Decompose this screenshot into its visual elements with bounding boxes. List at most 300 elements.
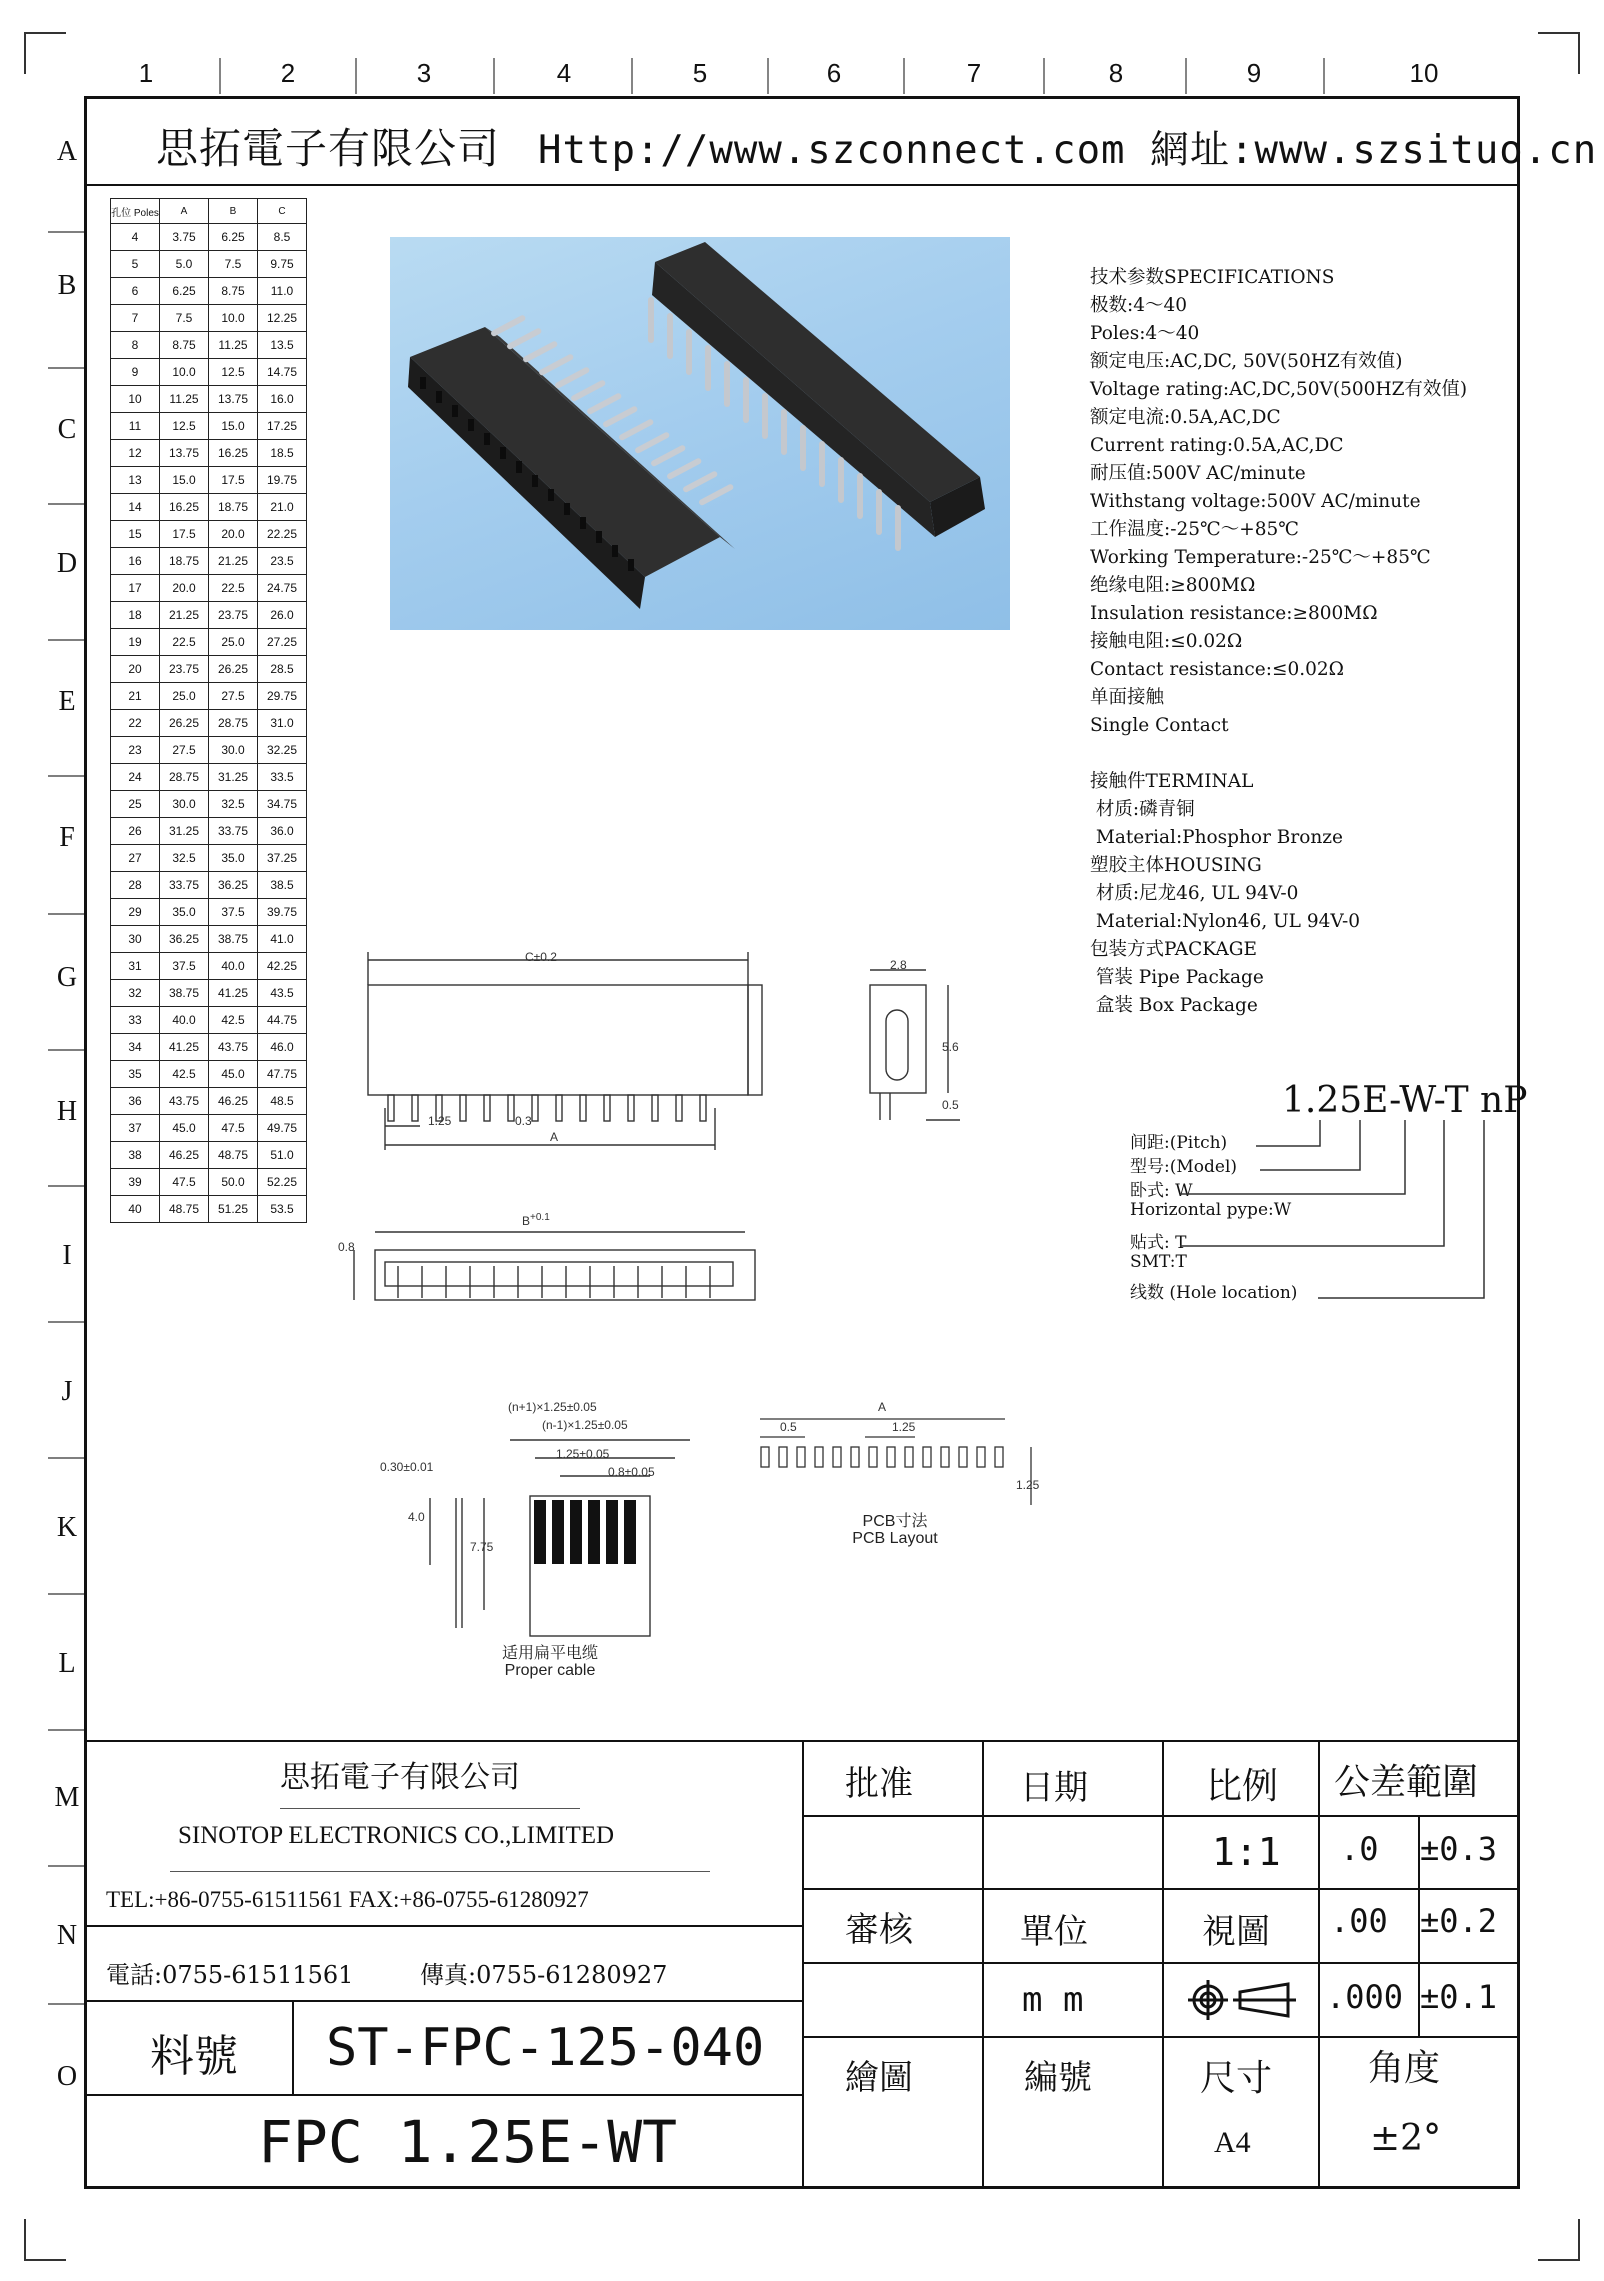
table-row: [111, 872, 307, 899]
table-cell: 42.5: [209, 1007, 258, 1034]
table-cell: 5: [111, 251, 160, 278]
table-cell: 16.25: [209, 440, 258, 467]
legend-item: 间距:(Pitch): [1130, 1133, 1228, 1153]
tb-company-en: SINOTOP ELECTRONICS CO.,LIMITED: [178, 1822, 615, 1849]
row-letter: G: [56, 962, 78, 993]
header-company: 思拓電子有限公司: [156, 124, 501, 173]
table-cell: 31.25: [160, 818, 209, 845]
table-cell: 28: [111, 872, 160, 899]
row-letter: F: [59, 822, 75, 853]
table-row: [111, 1196, 307, 1223]
tb-scale: 1:1: [1212, 1830, 1281, 1874]
table-cell: 31.25: [209, 764, 258, 791]
column-number: 1: [138, 58, 154, 88]
table-cell: 43.5: [258, 980, 307, 1007]
tb-product: FPC 1.25E-WT: [258, 2108, 678, 2176]
table-row: [111, 980, 307, 1007]
tb-date: 日期: [1020, 1768, 1088, 1808]
dim-cable-b: (n-1)×1.25±0.05: [542, 1418, 628, 1432]
table-row: [111, 818, 307, 845]
table-cell: 34: [111, 1034, 160, 1061]
column-number: 10: [1409, 58, 1439, 88]
row-letter: B: [57, 270, 77, 301]
tb-draw: 繪圖: [845, 2058, 913, 2098]
table-cell: 18.75: [160, 548, 209, 575]
table-cell: 17.5: [160, 521, 209, 548]
table-row: [111, 926, 307, 953]
table-cell: 19.75: [258, 467, 307, 494]
table-cell: 13.5: [258, 332, 307, 359]
dim-c: C±0.2: [525, 950, 557, 964]
top-view-drawing: [340, 1210, 770, 1310]
table-cell: 24.75: [258, 575, 307, 602]
table-cell: 15.0: [209, 413, 258, 440]
table-cell: 22.25: [258, 521, 307, 548]
table-cell: 21: [111, 683, 160, 710]
tb-angle-label: 角度: [1368, 2048, 1441, 2089]
tb-tol-2-digits: .000: [1326, 1978, 1404, 2016]
table-cell: 13.75: [209, 386, 258, 413]
table-cell: 23.75: [209, 602, 258, 629]
table-row: [111, 1142, 307, 1169]
table-cell: 25.0: [209, 629, 258, 656]
table-cell: 10.0: [160, 359, 209, 386]
table-cell: 30.0: [209, 737, 258, 764]
table-row: [111, 548, 307, 575]
table-cell: 28.75: [160, 764, 209, 791]
table-cell: 36.25: [209, 872, 258, 899]
table-cell: 7.5: [209, 251, 258, 278]
spec-line: 技术参数SPECIFICATIONS: [1090, 267, 1335, 288]
table-cell: 13: [111, 467, 160, 494]
table-cell: 9.75: [258, 251, 307, 278]
tb-size: A4: [1214, 2126, 1251, 2159]
spec-line: Single Contact: [1090, 715, 1229, 736]
dim-side-width: 2.8: [890, 958, 907, 972]
tb-company-cn: 思拓電子有限公司: [280, 1760, 520, 1795]
table-cell: 12.5: [160, 413, 209, 440]
table-cell: 20: [111, 656, 160, 683]
table-cell: 47.5: [209, 1115, 258, 1142]
table-cell: 51.0: [258, 1142, 307, 1169]
table-cell: 23: [111, 737, 160, 764]
table-row: [111, 683, 307, 710]
spec-line: 管装 Pipe Package: [1090, 967, 1264, 988]
table-cell: 8.75: [209, 278, 258, 305]
table-cell: 7.5: [160, 305, 209, 332]
table-cell: 16.25: [160, 494, 209, 521]
table-cell: 41.25: [160, 1034, 209, 1061]
tb-tol-0-digits: .0: [1340, 1830, 1379, 1868]
table-cell: 47.5: [160, 1169, 209, 1196]
table-row: [111, 467, 307, 494]
table-cell: 3.75: [160, 224, 209, 251]
dim-b-tolerance: +0.1: [530, 1212, 550, 1223]
table-row: [111, 1115, 307, 1142]
row-letter: K: [56, 1512, 78, 1543]
row-letter: I: [62, 1240, 72, 1271]
table-cell: 35.0: [209, 845, 258, 872]
tb-tol-0-value: ±0.3: [1420, 1830, 1498, 1868]
table-row: [111, 494, 307, 521]
table-cell: 38.75: [209, 926, 258, 953]
dim-side-height: 5.6: [942, 1040, 959, 1054]
table-cell: 33.5: [258, 764, 307, 791]
table-cell: 11.0: [258, 278, 307, 305]
table-cell: 19: [111, 629, 160, 656]
tb-part-no-label: 料號: [150, 2031, 238, 2082]
spec-line: 材质:磷青铜: [1090, 799, 1195, 820]
spec-line: 盒装 Box Package: [1090, 995, 1258, 1016]
table-row: [111, 332, 307, 359]
spec-line: Insulation resistance:≥800MΩ: [1090, 603, 1378, 624]
table-cell: 38.5: [258, 872, 307, 899]
table-cell: 36.25: [160, 926, 209, 953]
table-cell: 25.0: [160, 683, 209, 710]
table-cell: 41.0: [258, 926, 307, 953]
table-cell: 41.25: [209, 980, 258, 1007]
row-letter: N: [56, 1920, 78, 1951]
header-url: Http://www.szconnect.com 網址:www.szsituo.cn: [538, 128, 1598, 173]
table-cell: 26.25: [160, 710, 209, 737]
table-cell: 20.0: [209, 521, 258, 548]
cable-drawing: [410, 1410, 700, 1640]
table-cell: 46.25: [160, 1142, 209, 1169]
table-cell: 12: [111, 440, 160, 467]
table-cell: 33: [111, 1007, 160, 1034]
table-cell: 38: [111, 1142, 160, 1169]
table-cell: 37: [111, 1115, 160, 1142]
table-cell: 48.75: [160, 1196, 209, 1223]
part-code: 1.25E-W-T nP: [1282, 1080, 1528, 1121]
table-row: [111, 629, 307, 656]
table-cell: 33.75: [160, 872, 209, 899]
legend-item: 贴式: T: [1130, 1233, 1187, 1253]
table-cell: 39: [111, 1169, 160, 1196]
table-row: [111, 224, 307, 251]
spec-line: Working Temperature:-25℃～+85℃: [1090, 547, 1431, 568]
row-letter: J: [61, 1376, 73, 1407]
table-cell: 31.0: [258, 710, 307, 737]
column-number: 9: [1246, 58, 1262, 88]
table-cell: 40.0: [209, 953, 258, 980]
table-cell: 51.25: [209, 1196, 258, 1223]
table-cell: 31: [111, 953, 160, 980]
table-cell: 32.25: [258, 737, 307, 764]
table-cell: 10: [111, 386, 160, 413]
table-cell: 15.0: [160, 467, 209, 494]
table-cell: 43.75: [160, 1088, 209, 1115]
row-letter: A: [56, 136, 78, 167]
table-cell: 46.0: [258, 1034, 307, 1061]
table-cell: 29.75: [258, 683, 307, 710]
table-cell: 43.75: [209, 1034, 258, 1061]
table-cell: 17.25: [258, 413, 307, 440]
table-cell: 5.0: [160, 251, 209, 278]
tb-review: 審核: [845, 1910, 913, 1950]
table-cell: 14: [111, 494, 160, 521]
table-cell: 44.75: [258, 1007, 307, 1034]
spec-line: Contact resistance:≤0.02Ω: [1090, 659, 1344, 680]
table-row: [111, 521, 307, 548]
table-cell: 8: [111, 332, 160, 359]
tb-scale-label: 比例: [1206, 1766, 1279, 1807]
table-cell: 42.5: [160, 1061, 209, 1088]
row-letter: M: [54, 1782, 80, 1813]
row-letter: O: [56, 2061, 78, 2092]
table-cell: 26: [111, 818, 160, 845]
dim-table-header: 孔位 Poles: [111, 199, 160, 224]
tb-part-no: ST-FPC-125-040: [326, 2018, 765, 2078]
pcb-dim-125: 1.25: [892, 1420, 916, 1434]
dim-b-letter: B: [522, 1214, 531, 1228]
spec-line: 工作温度:-25℃～+85℃: [1090, 519, 1299, 540]
table-cell: 18.75: [209, 494, 258, 521]
cable-caption-en: Proper cable: [504, 1662, 596, 1679]
table-row: [111, 1169, 307, 1196]
table-row: [111, 1088, 307, 1115]
table-cell: 33.75: [209, 818, 258, 845]
table-cell: 6.25: [209, 224, 258, 251]
front-view-drawing: [330, 940, 780, 1180]
table-cell: 12.5: [209, 359, 258, 386]
table-cell: 53.5: [258, 1196, 307, 1223]
legend-item: 卧式: W: [1130, 1181, 1193, 1201]
table-cell: 32: [111, 980, 160, 1007]
row-letter: C: [57, 414, 77, 445]
spec-line: Material:Phosphor Bronze: [1090, 827, 1343, 848]
pcb-caption-en: PCB Layout: [852, 1530, 938, 1547]
table-cell: 48.75: [209, 1142, 258, 1169]
side-view-drawing: [860, 955, 980, 1135]
spec-line: 接触电阻:≤0.02Ω: [1090, 631, 1243, 652]
table-cell: 4: [111, 224, 160, 251]
dim-cable-c: 1.25±0.05: [556, 1447, 610, 1461]
table-cell: 30: [111, 926, 160, 953]
column-number: 5: [692, 58, 708, 88]
dimension-table: [110, 198, 307, 1223]
table-cell: 45.0: [209, 1061, 258, 1088]
dim-b: [522, 1212, 550, 1228]
table-cell: 32.5: [160, 845, 209, 872]
tb-tolerance-label: 公差範圍: [1334, 1762, 1479, 1803]
row-letter: D: [56, 548, 78, 579]
table-cell: 22.5: [160, 629, 209, 656]
tb-unit: m m: [1022, 1980, 1084, 2020]
product-photo: [390, 237, 1010, 630]
table-cell: 46.25: [209, 1088, 258, 1115]
cable-caption-cn: 适用扁平电缆: [501, 1645, 598, 1662]
table-cell: 6: [111, 278, 160, 305]
row-letter: E: [58, 686, 76, 717]
tb-tol-1-value: ±0.2: [1420, 1902, 1498, 1940]
table-cell: 25: [111, 791, 160, 818]
table-cell: 52.25: [258, 1169, 307, 1196]
table-cell: 8.5: [258, 224, 307, 251]
table-cell: 21.25: [209, 548, 258, 575]
pcb-dim-05: 0.5: [780, 1420, 797, 1434]
dim-cable-a: (n+1)×1.25±0.05: [508, 1400, 597, 1414]
table-cell: 37.5: [209, 899, 258, 926]
table-cell: 37.5: [160, 953, 209, 980]
table-cell: 26.25: [209, 656, 258, 683]
table-cell: 18: [111, 602, 160, 629]
pcb-dim-height: 1.25: [1016, 1478, 1040, 1492]
column-number: 4: [556, 58, 572, 88]
dim-cable-d: 0.8±0.05: [608, 1465, 655, 1479]
table-row: [111, 413, 307, 440]
table-cell: 30.0: [160, 791, 209, 818]
table-cell: 24: [111, 764, 160, 791]
table-cell: 28.5: [258, 656, 307, 683]
table-cell: 21.25: [160, 602, 209, 629]
column-number: 7: [966, 58, 982, 88]
table-cell: 36.0: [258, 818, 307, 845]
dim-cable-thickness: 0.30±0.01: [380, 1460, 434, 1474]
connector-rear-image: [648, 242, 985, 551]
spec-line: 耐压值:500V AC/minute: [1090, 463, 1306, 484]
legend-item: SMT:T: [1130, 1252, 1187, 1272]
column-number: 8: [1108, 58, 1124, 88]
table-cell: 7: [111, 305, 160, 332]
spec-line: Voltage rating:AC,DC,50V(500HZ有效值): [1090, 379, 1468, 400]
column-number: 2: [280, 58, 296, 88]
spec-line: 单面接触: [1090, 687, 1165, 708]
connector-front-image: [408, 314, 735, 609]
table-cell: 34.75: [258, 791, 307, 818]
table-cell: 35: [111, 1061, 160, 1088]
table-row: [111, 305, 307, 332]
table-cell: 11.25: [160, 386, 209, 413]
spec-line: Material:Nylon46, UL 94V-0: [1090, 911, 1361, 932]
dim-cable-h1: 4.0: [408, 1510, 425, 1524]
dim-pitch: 1.25: [428, 1114, 452, 1128]
tb-unit-label: 單位: [1020, 1912, 1088, 1952]
tb-number: 編號: [1024, 2058, 1092, 2098]
table-cell: 28.75: [209, 710, 258, 737]
table-cell: 10.0: [209, 305, 258, 332]
table-cell: 38.75: [160, 980, 209, 1007]
dim-side-foot: 0.5: [942, 1098, 959, 1112]
table-row: [111, 359, 307, 386]
table-cell: 17.5: [209, 467, 258, 494]
table-cell: 22.5: [209, 575, 258, 602]
dim-top-height: 0.8: [338, 1240, 355, 1254]
table-cell: 22: [111, 710, 160, 737]
table-cell: 14.75: [258, 359, 307, 386]
spec-line: 接触件TERMINAL: [1090, 771, 1254, 792]
legend-item: Horizontal pype:W: [1130, 1200, 1292, 1220]
column-number: 3: [416, 58, 432, 88]
tb-tol-2-value: ±0.1: [1420, 1978, 1498, 2016]
table-cell: 15: [111, 521, 160, 548]
spec-line: 额定电流:0.5A,AC,DC: [1090, 407, 1281, 428]
table-row: [111, 791, 307, 818]
table-cell: 12.25: [258, 305, 307, 332]
projection-symbol-icon: [1188, 1978, 1298, 2022]
row-letter: H: [56, 1096, 78, 1127]
table-cell: 37.25: [258, 845, 307, 872]
table-row: [111, 1061, 307, 1088]
table-cell: 20.0: [160, 575, 209, 602]
table-cell: 39.75: [258, 899, 307, 926]
table-cell: 23.75: [160, 656, 209, 683]
tb-size-label: 尺寸: [1200, 2058, 1273, 2099]
spec-line: 绝缘电阻:≥800MΩ: [1090, 575, 1256, 596]
table-cell: 32.5: [209, 791, 258, 818]
dim-table-header: B: [209, 199, 258, 224]
tb-view-label: 視圖: [1202, 1912, 1270, 1952]
table-row: [111, 602, 307, 629]
table-cell: 40: [111, 1196, 160, 1223]
table-row: [111, 656, 307, 683]
table-cell: 47.75: [258, 1061, 307, 1088]
dim-a: A: [550, 1130, 559, 1144]
table-row: [111, 575, 307, 602]
table-row: [111, 1034, 307, 1061]
spec-line: Withstang voltage:500V AC/minute: [1090, 491, 1421, 512]
table-cell: 11.25: [209, 332, 258, 359]
table-cell: 50.0: [209, 1169, 258, 1196]
part-code-leaders: [1120, 1118, 1500, 1318]
table-cell: 27.5: [209, 683, 258, 710]
table-cell: 27: [111, 845, 160, 872]
tb-approve: 批准: [845, 1764, 913, 1804]
dim-table-header: C: [258, 199, 307, 224]
table-cell: 40.0: [160, 1007, 209, 1034]
spec-line: 材质:尼龙46, UL 94V-0: [1090, 883, 1299, 904]
legend-item: 线数 (Hole location): [1130, 1283, 1298, 1303]
table-cell: 35.0: [160, 899, 209, 926]
table-cell: 27.5: [160, 737, 209, 764]
table-cell: 26.0: [258, 602, 307, 629]
table-row: [111, 251, 307, 278]
pcb-dim-a: A: [878, 1400, 887, 1414]
table-cell: 42.25: [258, 953, 307, 980]
row-letter: L: [58, 1648, 76, 1679]
table-cell: 45.0: [160, 1115, 209, 1142]
table-cell: 16: [111, 548, 160, 575]
table-cell: 8.75: [160, 332, 209, 359]
tb-tol-1-digits: .00: [1330, 1902, 1388, 1940]
table-cell: 48.5: [258, 1088, 307, 1115]
page-title: [156, 116, 1597, 176]
table-cell: 36: [111, 1088, 160, 1115]
table-row: [111, 899, 307, 926]
table-cell: 17: [111, 575, 160, 602]
table-cell: 6.25: [160, 278, 209, 305]
dim-table-header: A: [160, 199, 209, 224]
table-row: [111, 440, 307, 467]
header-divider: [87, 184, 1517, 186]
spec-line: 包装方式PACKAGE: [1090, 939, 1257, 960]
spec-line: 塑胶主体HOUSING: [1090, 855, 1262, 876]
table-row: [111, 737, 307, 764]
spec-line: Current rating:0.5A,AC,DC: [1090, 435, 1344, 456]
legend-item: 型号:(Model): [1130, 1157, 1238, 1177]
table-cell: 27.25: [258, 629, 307, 656]
tb-angle: ±2°: [1370, 2118, 1442, 2159]
table-row: [111, 953, 307, 980]
specifications: [1090, 264, 1467, 1020]
table-cell: 9: [111, 359, 160, 386]
table-cell: 21.0: [258, 494, 307, 521]
table-cell: 11: [111, 413, 160, 440]
spec-line: Poles:4～40: [1090, 323, 1200, 344]
table-cell: 13.75: [160, 440, 209, 467]
table-cell: 18.5: [258, 440, 307, 467]
table-cell: 16.0: [258, 386, 307, 413]
